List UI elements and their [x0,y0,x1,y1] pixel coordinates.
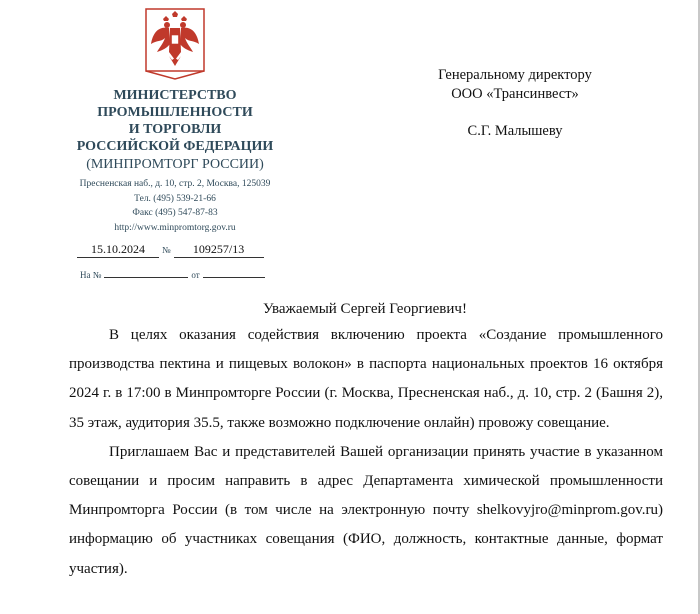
addressee-block [405,66,625,141]
body-paragraph: В целях оказания содействия включению проекта «Создание промышленного производства пектина и пищевых волокон» в паспорта национальных проектов 16 октября 2024 г. в 17:00 в Минпромторге России (г. Москва, Пресненская наб., д. 10, стр. 2 (Башня 2), 35 этаж, аудитория 35.5, также возможно подключение онлайн) провожу совещание. [69,327,663,431]
ministry-abbreviation: (МИНПРОМТОРГ РОССИИ) [86,157,264,172]
reference-line [80,265,265,282]
coat-of-arms-icon [145,8,205,80]
registration-line [77,242,264,258]
ministry-line: И ТОРГОВЛИ [128,122,222,137]
addressee-position: Генеральному директору [438,67,592,83]
ministry-fax: Факс (495) 547-87-83 [132,208,218,218]
salutation: Уважаемый Сергей Георгиевич! [263,301,467,317]
ministry-line: МИНИСТЕРСТВО [113,88,237,103]
ministry-line: РОССИЙСКОЙ ФЕДЕРАЦИИ [76,139,274,154]
ministry-address: Пресненская наб., д. 10, стр. 2, Москва, 125039 [79,179,271,189]
reference-label: На № [80,270,102,280]
ministry-name-block [60,87,290,173]
registration-date: 15.10.2024 [77,242,159,258]
letter-body [69,321,663,584]
reference-from-label: от [191,270,200,280]
ministry-website: http://www.minpromtorg.gov.ru [114,222,236,233]
registration-number: 109257/13 [174,242,264,258]
addressee-company: ООО «Трансинвест» [451,86,579,102]
reference-date-blank [203,265,265,278]
ministry-phone: Тел. (495) 539-21-66 [134,193,216,204]
body-paragraph: Приглашаем Вас и представителей Вашей организации принять участие в указанном совещании и просим направить в адрес Департамента химической промышленности Минпромторга России (в том числе на электронную почту shelkovyjro@minprom.gov.ru) информацию об участниках совещания (ФИО, должность, контактные данные, формат участия). [69,443,663,577]
registration-number-label: № [162,245,171,255]
ministry-contacts [40,177,310,235]
reference-number-blank [104,265,188,278]
ministry-line: ПРОМЫШЛЕННОСТИ [97,105,253,120]
addressee-name: С.Г. Малышеву [467,123,563,139]
